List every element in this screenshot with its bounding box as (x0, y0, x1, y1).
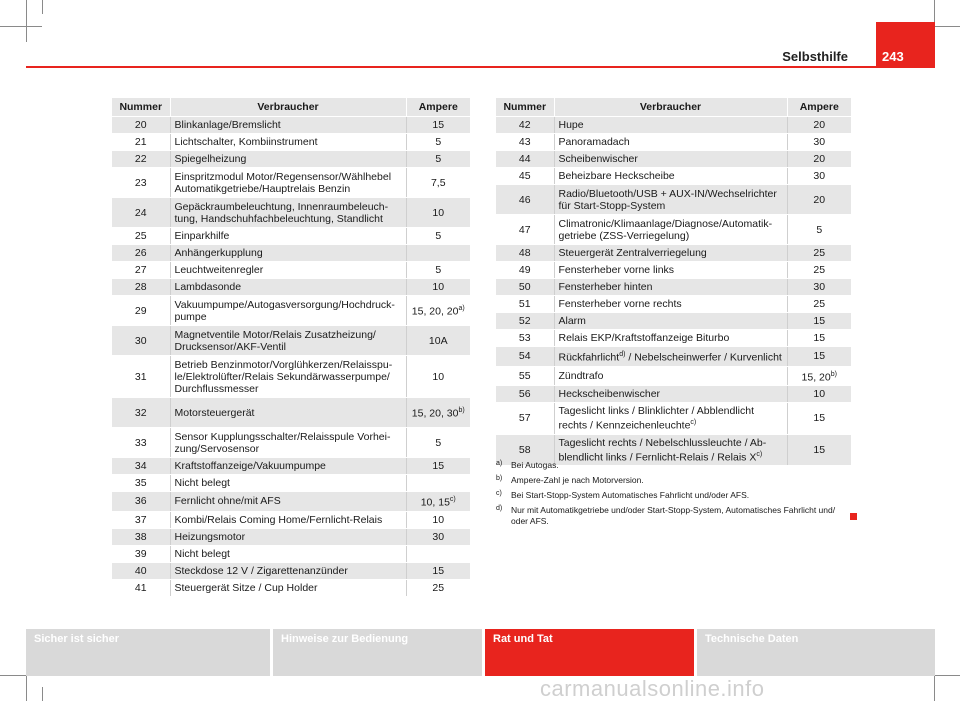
table-row (112, 262, 470, 279)
ampere-value: 20 (813, 119, 826, 131)
ampere-value: 10, 15 (420, 496, 450, 509)
fuse-consumer: Zündtrafo (554, 366, 787, 386)
table-row (112, 511, 470, 528)
fuse-number: 55 (496, 366, 554, 386)
table-row (496, 279, 851, 296)
fuse-consumer: Alarm (554, 313, 787, 330)
table-row (112, 356, 470, 398)
fuse-ampere (406, 475, 470, 492)
footnote (496, 505, 846, 527)
fuse-consumer: Radio/Bluetooth/USB + AUX-IN/Wechselrichter für Start-Stopp-System (554, 185, 787, 215)
footnote-text: Nur mit Automatikgetriebe und/oder Start-Stopp-System, Automatisches Fahrlicht und/ oder AFS. (511, 505, 836, 526)
ampere-value: 5 (435, 230, 442, 242)
table-row (112, 398, 470, 428)
table-row (496, 245, 851, 262)
ampere-value: 30 (813, 170, 826, 182)
ampere-value: 15 (432, 564, 445, 577)
table-row (496, 215, 851, 245)
footnote-ref: c) (690, 419, 697, 426)
crop-mark (42, 687, 43, 701)
fuse-consumer: Beheizbare Heckscheibe (554, 168, 787, 185)
fuse-consumer: Kombi/Relais Coming Home/Fernlicht-Relais (170, 511, 406, 528)
consumer-text: / Nebelscheinwerfer / Kurvenlicht (625, 351, 782, 364)
table-row (496, 296, 851, 313)
fuse-ampere (406, 458, 470, 475)
table-row (112, 562, 470, 579)
ampere-value: 15 (813, 332, 826, 344)
ampere-value: 30 (813, 281, 826, 293)
crop-mark (0, 26, 42, 27)
fuse-number: 30 (112, 326, 170, 356)
footnote-text: Ampere-Zahl je nach Motorversion. (511, 475, 644, 485)
footer-tab-technical-data[interactable]: Technische Daten (697, 629, 935, 676)
column-header-consumer: Verbraucher (554, 98, 787, 117)
fuse-number: 44 (496, 151, 554, 168)
fuse-number: 34 (112, 458, 170, 475)
ampere-value: 15, 20 (801, 371, 831, 383)
fuse-ampere (787, 366, 851, 386)
table-row (112, 545, 470, 562)
fuse-ampere (406, 168, 470, 198)
fuse-ampere (787, 117, 851, 134)
fuse-number: 54 (496, 347, 554, 367)
fuse-consumer: Gepäckraumbeleuchtung, Innenraumbeleuch-tung, Handschuhfachbeleuchtung, Standlicht (170, 198, 406, 228)
fuse-consumer: Lambdasonde (170, 279, 406, 296)
footnote-ref: b) (458, 407, 465, 415)
fuse-consumer: Relais EKP/Kraftstoffanzeige Biturbo (554, 330, 787, 347)
table-row (112, 458, 470, 475)
footnote-ref: d) (619, 351, 626, 358)
table-row (112, 579, 470, 596)
consumer-text: Tageslicht links / Blinklichter / Abblendlicht rechts / Kennzeichenleuchte (558, 405, 755, 432)
ampere-value: 30 (813, 136, 826, 148)
fuse-number: 52 (496, 313, 554, 330)
fuse-number: 27 (112, 262, 170, 279)
table-row (112, 326, 470, 356)
fuse-ampere (787, 262, 851, 279)
fuse-ampere (787, 245, 851, 262)
fuse-ampere (406, 398, 470, 428)
ampere-value: 20 (813, 193, 826, 206)
fuse-ampere (787, 185, 851, 215)
fuse-number: 25 (112, 228, 170, 245)
fuse-ampere (787, 215, 851, 245)
ampere-value: 25 (813, 247, 826, 259)
table-row (496, 168, 851, 185)
ampere-value: 5 (435, 436, 442, 449)
fuse-number: 56 (496, 386, 554, 403)
footnote-mark: d) (496, 505, 503, 512)
fuse-number: 24 (112, 198, 170, 228)
footnote-ref: c) (756, 450, 763, 458)
fuse-ampere (787, 134, 851, 151)
ampere-value: 15, 20, 30 (411, 407, 459, 420)
fuse-number: 20 (112, 117, 170, 134)
fuse-number: 32 (112, 398, 170, 428)
fuse-consumer: Fensterheber hinten (554, 279, 787, 296)
ampere-value: 15 (813, 315, 826, 327)
fuse-number: 23 (112, 168, 170, 198)
fuse-consumer: Fensterheber vorne links (554, 262, 787, 279)
footnote-text: Bei Autogas. (511, 460, 559, 470)
fuse-ampere (406, 245, 470, 262)
fuse-ampere (406, 228, 470, 245)
consumer-text: Rückfahrlicht (558, 351, 620, 364)
ampere-value: 10 (432, 206, 445, 219)
ampere-value: 15 (813, 350, 826, 363)
fuse-number: 28 (112, 279, 170, 296)
footnote-mark: c) (496, 490, 502, 497)
footnote (496, 460, 846, 471)
footer-tab-help[interactable]: Rat und Tat (485, 629, 694, 676)
fuse-consumer: Einspritzmodul Motor/Regensensor/Wählhebel Automatikgetriebe/Hauptrelais Benzin (170, 168, 406, 198)
fuse-number: 39 (112, 545, 170, 562)
fuse-ampere (406, 545, 470, 562)
fuse-number: 47 (496, 215, 554, 245)
ampere-value: 15 (813, 412, 826, 425)
fuse-table-left (112, 98, 470, 597)
consumer-text: Tageslicht rechts / Nebelschlussleuchte / Ab-blendlicht links / Fernlicht-Relais / Relais X (558, 436, 767, 463)
fuse-number: 41 (112, 579, 170, 596)
table-row (496, 403, 851, 435)
footnote-ref: a) (458, 305, 465, 313)
fuse-consumer: Anhängerkupplung (170, 245, 406, 262)
footer-tab-operation[interactable]: Hinweise zur Bedienung (273, 629, 482, 676)
header-rule (26, 66, 935, 68)
table-row (496, 185, 851, 215)
fuse-consumer: Magnetventile Motor/Relais Zusatzheizung/ Drucksensor/AKF-Ventil (170, 326, 406, 356)
fuse-consumer: Nicht belegt (170, 475, 406, 492)
table-row (112, 475, 470, 492)
fuse-consumer: Fernlicht ohne/mit AFS (170, 492, 406, 512)
footnote (496, 475, 846, 486)
fuse-ampere (406, 117, 470, 134)
fuse-consumer: Motorsteuergerät (170, 398, 406, 428)
fuse-ampere (406, 134, 470, 151)
table-row (112, 296, 470, 326)
table-row (112, 492, 470, 512)
ampere-value: 5 (435, 136, 442, 148)
footnote-mark: a) (496, 460, 503, 467)
fuse-ampere (406, 151, 470, 168)
fuse-number: 38 (112, 528, 170, 545)
fuse-number: 42 (496, 117, 554, 134)
table-row (112, 151, 470, 168)
fuse-consumer (554, 347, 787, 367)
fuse-consumer: Fensterheber vorne rechts (554, 296, 787, 313)
fuse-consumer: Steuergerät Zentralverriegelung (554, 245, 787, 262)
fuse-consumer: Nicht belegt (170, 545, 406, 562)
ampere-value: 7,5 (430, 176, 446, 189)
table-row (496, 366, 851, 386)
ampere-value: 15 (813, 443, 826, 456)
table-row (112, 134, 470, 151)
ampere-value: 15, 20, 20 (411, 305, 459, 318)
fuse-ampere (787, 168, 851, 185)
fuse-number: 33 (112, 428, 170, 458)
ampere-value: 5 (816, 223, 823, 236)
page-number: 243 (876, 22, 935, 68)
fuse-consumer: Heckscheibenwischer (554, 386, 787, 403)
column-header-number: Nummer (496, 98, 554, 117)
column-header-consumer: Verbraucher (170, 98, 406, 117)
fuse-ampere (406, 198, 470, 228)
table-row (496, 117, 851, 134)
table-row (112, 117, 470, 134)
fuse-number: 37 (112, 511, 170, 528)
ampere-value: 20 (813, 153, 826, 165)
section-title: Selbsthilfe (782, 49, 848, 64)
table-row (496, 313, 851, 330)
fuse-consumer: Betrieb Benzinmotor/Vorglühkerzen/Relaisspu-le/Elektrolüfter/Relais Sekundärwasserpumpe/ Durchflussmesser (170, 356, 406, 398)
fuse-consumer: Steckdose 12 V / Zigarettenanzünder (170, 562, 406, 579)
ampere-value: 5 (435, 264, 442, 276)
footnote-mark: b) (496, 475, 503, 482)
fuse-consumer: Vakuumpumpe/Autogasversorgung/Hochdruck-pumpe (170, 296, 406, 326)
fuse-number: 49 (496, 262, 554, 279)
fuse-number: 40 (112, 562, 170, 579)
fuse-number: 43 (496, 134, 554, 151)
fuse-number: 29 (112, 296, 170, 326)
footnote-text: Bei Start-Stopp-System Automatisches Fahrlicht und/oder AFS. (511, 490, 750, 500)
table-row (496, 262, 851, 279)
fuse-ampere (406, 579, 470, 596)
table-row (112, 168, 470, 198)
ampere-value: 25 (813, 264, 826, 276)
fuse-consumer: Kraftstoffanzeige/Vakuumpumpe (170, 458, 406, 475)
fuse-consumer: Leuchtweitenregler (170, 262, 406, 279)
table-row (112, 528, 470, 545)
ampere-value: 10 (432, 513, 445, 526)
fuse-number: 22 (112, 151, 170, 168)
fuse-ampere (406, 562, 470, 579)
fuse-ampere (406, 296, 470, 326)
ampere-value: 15 (432, 460, 445, 472)
footer-tab-safety[interactable]: Sicher ist sicher (26, 629, 270, 676)
table-row (112, 279, 470, 296)
fuse-number: 46 (496, 185, 554, 215)
ampere-value: 10A (428, 334, 448, 347)
table-row (496, 134, 851, 151)
table-row (496, 330, 851, 347)
fuse-ampere (406, 356, 470, 398)
fuse-ampere (787, 279, 851, 296)
section-end-marker (850, 513, 857, 520)
fuse-number: 48 (496, 245, 554, 262)
ampere-value: 25 (813, 298, 826, 310)
fuse-consumer: Sensor Kupplungsschalter/Relaisspule Vorhei-zung/Servosensor (170, 428, 406, 458)
fuse-number: 50 (496, 279, 554, 296)
ampere-value: 15 (432, 119, 445, 131)
column-header-ampere: Ampere (787, 98, 851, 117)
fuse-number: 53 (496, 330, 554, 347)
fuse-ampere (787, 403, 851, 435)
fuse-number: 45 (496, 168, 554, 185)
footnote (496, 490, 846, 501)
footnote-ref: c) (449, 496, 456, 503)
ampere-value: 30 (432, 530, 445, 543)
fuse-consumer: Hupe (554, 117, 787, 134)
watermark: carmanualsonline.info (540, 676, 765, 701)
fuse-ampere (787, 313, 851, 330)
fuse-ampere (406, 279, 470, 296)
table-row (496, 386, 851, 403)
fuse-consumer: Panoramadach (554, 134, 787, 151)
fuse-ampere (787, 330, 851, 347)
fuse-ampere (787, 386, 851, 403)
table-row (112, 198, 470, 228)
fuse-consumer: Einparkhilfe (170, 228, 406, 245)
fuse-number: 35 (112, 475, 170, 492)
fuse-number: 26 (112, 245, 170, 262)
table-row (496, 347, 851, 367)
fuse-consumer (554, 403, 787, 435)
table-row (112, 245, 470, 262)
fuse-number: 31 (112, 356, 170, 398)
fuse-number: 51 (496, 296, 554, 313)
fuse-number: 57 (496, 403, 554, 435)
fuse-ampere (787, 347, 851, 367)
ampere-value: 10 (432, 370, 445, 383)
fuse-number: 58 (496, 434, 554, 466)
fuse-consumer: Scheibenwischer (554, 151, 787, 168)
fuse-consumer: Blinkanlage/Bremslicht (170, 117, 406, 134)
fuse-consumer: Lichtschalter, Kombiinstrument (170, 134, 406, 151)
crop-mark (42, 0, 43, 14)
fuse-ampere (406, 428, 470, 458)
fuse-ampere (406, 528, 470, 545)
footnote-ref: b) (830, 370, 837, 378)
footnotes (496, 460, 846, 531)
fuse-consumer: Spiegelheizung (170, 151, 406, 168)
ampere-value: 10 (813, 388, 826, 400)
fuse-number: 36 (112, 492, 170, 512)
table-row (112, 428, 470, 458)
ampere-value: 5 (435, 153, 442, 165)
ampere-value: 25 (432, 581, 445, 594)
fuse-consumer: Steuergerät Sitze / Cup Holder (170, 579, 406, 596)
fuse-consumer: Climatronic/Klimaanlage/Diagnose/Automatik-getriebe (ZSS-Verriegelung) (554, 215, 787, 245)
fuse-ampere (787, 296, 851, 313)
fuse-ampere (406, 262, 470, 279)
fuse-consumer: Heizungsmotor (170, 528, 406, 545)
ampere-value: 10 (432, 281, 445, 293)
table-row (112, 228, 470, 245)
column-header-number: Nummer (112, 98, 170, 117)
fuse-ampere (406, 326, 470, 356)
fuse-ampere (406, 492, 470, 512)
column-header-ampere: Ampere (406, 98, 470, 117)
fuse-ampere (787, 151, 851, 168)
fuse-ampere (406, 511, 470, 528)
crop-mark (26, 0, 27, 42)
table-row (496, 151, 851, 168)
fuse-number: 21 (112, 134, 170, 151)
fuse-table-right (496, 98, 851, 466)
